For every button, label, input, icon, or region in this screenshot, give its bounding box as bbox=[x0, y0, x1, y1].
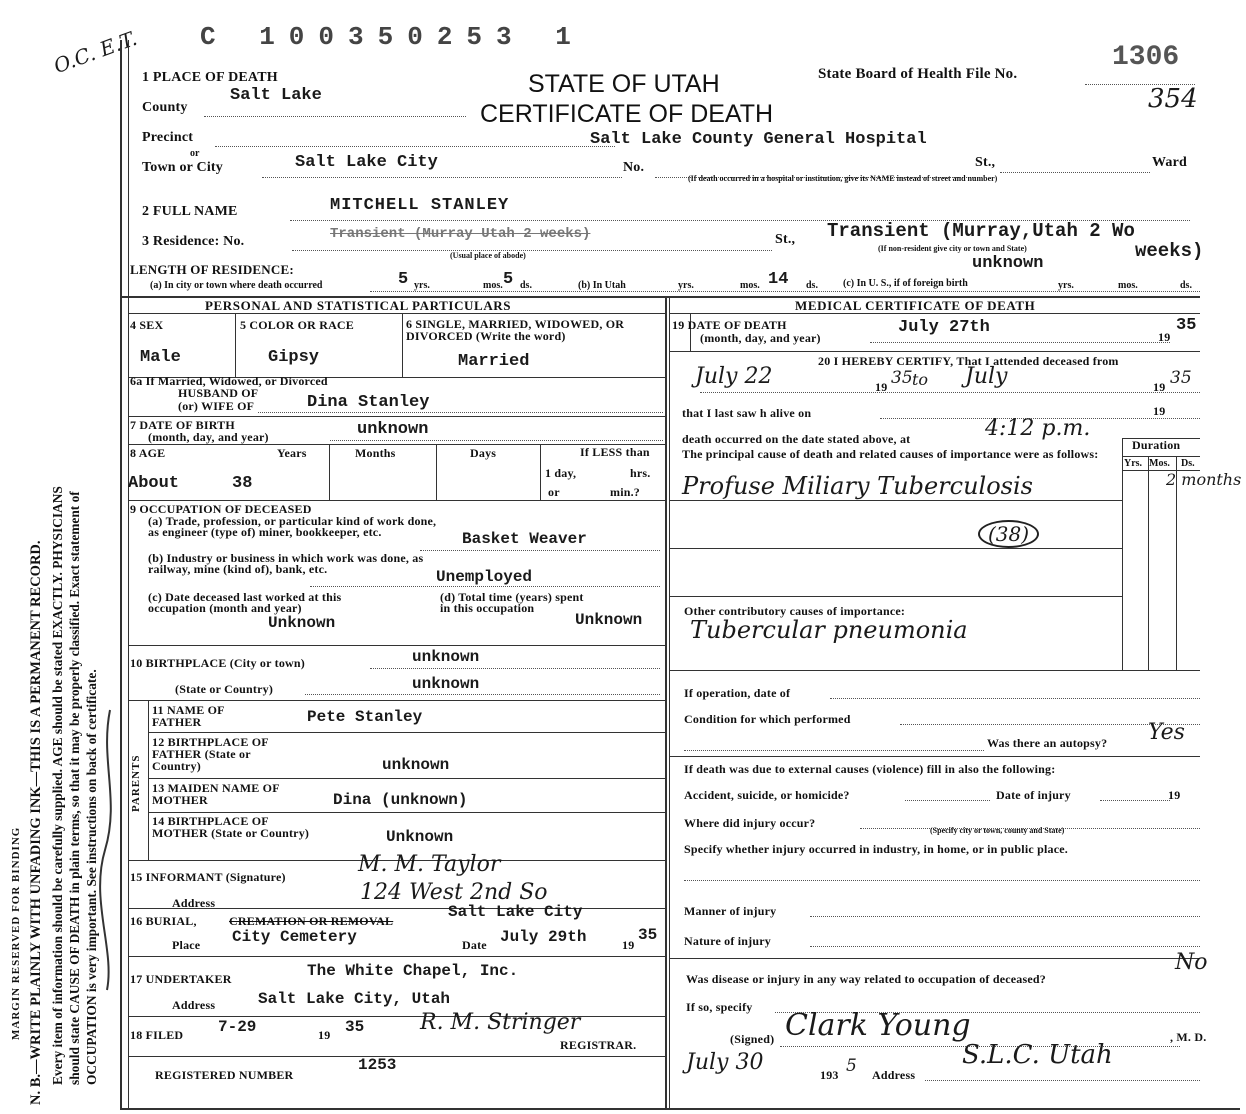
external-causes-label: If death was due to external causes (violence) fill in also the following: bbox=[684, 762, 1056, 776]
date-of-death-sub: (month, day, and year) bbox=[700, 331, 821, 345]
father-birthplace-label: 12 BIRTHPLACE OF FATHER (State or Country) bbox=[152, 735, 269, 773]
residence-label: 3 Residence: No. bbox=[142, 234, 245, 249]
marital-label: 6 SINGLE, MARRIED, WIDOWED, OR DIVORCED (Write the word) bbox=[406, 317, 625, 343]
mother-birthplace-label: 14 BIRTHPLACE OF MOTHER (State or Country) bbox=[152, 814, 310, 840]
if-so-label: If so, specify bbox=[686, 1000, 753, 1014]
undertaker-address-label: Address bbox=[172, 998, 216, 1012]
duration-days: Ds. bbox=[1181, 458, 1195, 469]
instruction-line: Every item of information should be carefully supplied. AGE should be stated EXACTLY. PHYSICIANS bbox=[50, 486, 65, 1085]
medical-header: MEDICAL CERTIFICATE OF DEATH bbox=[795, 298, 1036, 313]
year-prefix: 19 bbox=[1153, 380, 1166, 394]
parents-label: PARENTS bbox=[130, 754, 142, 812]
age-about: About bbox=[128, 474, 180, 493]
cause-duration: 2 months bbox=[1166, 470, 1242, 489]
cause-of-death: Profuse Miliary Tuberculosis bbox=[682, 472, 1033, 500]
months-label: Months bbox=[355, 446, 396, 460]
physician-address-label: Address bbox=[872, 1068, 916, 1082]
specify-injury-label: Specify whether injury occurred in industry, in home, or in public place. bbox=[684, 842, 1068, 856]
spouse-label: 6a If Married, Widowed, or Divorced bbox=[130, 374, 328, 388]
ward-label: Ward bbox=[1152, 155, 1188, 170]
length-years: 5 bbox=[398, 270, 409, 289]
informant-address: 124 West 2nd So bbox=[360, 880, 548, 905]
attended-from-year: 35 bbox=[891, 368, 913, 388]
length-residence-label: LENGTH OF RESIDENCE: bbox=[130, 262, 294, 277]
instruction-line: OCCUPATION is very important. See instructions on back of certificate. bbox=[84, 669, 99, 1085]
undertaker-label: 17 UNDERTAKER bbox=[130, 972, 232, 986]
ds-label: ds. bbox=[1180, 280, 1192, 291]
length-us-label: (c) In U. S., if of foreign birth bbox=[843, 278, 968, 289]
duration-years: Yrs. bbox=[1124, 458, 1143, 469]
residence-value-cont: weeks) bbox=[1135, 240, 1204, 262]
file-no-label: State Board of Health File No. bbox=[818, 66, 1018, 82]
corner-annotation: O.C. E.T. bbox=[50, 25, 141, 79]
informant-address-label: Address bbox=[172, 896, 216, 910]
filed-year: 35 bbox=[345, 1018, 365, 1036]
mos-label: mos. bbox=[483, 280, 503, 291]
binding-margin-note: MARGIN RESERVED FOR BINDING bbox=[10, 826, 22, 1040]
dob-label: 7 DATE OF BIRTH bbox=[130, 418, 235, 432]
mos-label: mos. bbox=[740, 280, 760, 291]
injury-date-label: Date of injury bbox=[996, 788, 1071, 802]
less-than-label: If LESS than bbox=[580, 445, 650, 459]
informant-label: 15 INFORMANT (Signature) bbox=[130, 870, 286, 884]
attended-from: July 22 bbox=[695, 364, 773, 389]
min-label: min.? bbox=[610, 485, 641, 499]
yrs-label: yrs. bbox=[414, 280, 430, 291]
contributory-cause: Tubercular pneumonia bbox=[690, 616, 968, 644]
residence-unknown: unknown bbox=[972, 254, 1044, 273]
signed-label: (Signed) bbox=[730, 1032, 775, 1046]
hospital-note: (If death occurred in a hospital or institution, give its NAME instead of street and number) bbox=[688, 174, 998, 183]
contributory-label: Other contributory causes of importance: bbox=[684, 604, 906, 618]
ink-instruction: N. B.—WRITE PLAINLY WITH UNFADING INK—THIS IS A PERMANENT RECORD. bbox=[28, 540, 44, 1105]
mother-birthplace-value: Unknown bbox=[386, 828, 454, 846]
condition-label: Condition for which performed bbox=[684, 712, 851, 726]
last-worked-value: Unknown bbox=[268, 614, 336, 632]
length-utah-days: 14 bbox=[768, 270, 789, 289]
full-name-value: MITCHELL STANLEY bbox=[330, 196, 510, 215]
occupation-related-value: No bbox=[1175, 950, 1208, 975]
date-of-death-year: 35 bbox=[1176, 316, 1197, 335]
color-value: Gipsy bbox=[268, 348, 320, 367]
cause-code: (38) bbox=[978, 520, 1039, 548]
state-title: STATE OF UTAH bbox=[528, 70, 720, 98]
place-of-death-label: 1 PLACE OF DEATH bbox=[142, 70, 278, 85]
cremation-crossed: CREMATION OR REMOVAL bbox=[229, 914, 394, 928]
birthplace-state-label: (State or Country) bbox=[175, 682, 274, 696]
filed-value: 7-29 bbox=[218, 1018, 257, 1036]
occupation-a-label: (a) Trade, profession, or particular kind of work done, as engineer (type of) miner, bookkeeper, etc. bbox=[148, 514, 437, 539]
husband-label: HUSBAND OF bbox=[178, 386, 259, 400]
filed-label: 18 FILED bbox=[130, 1028, 184, 1042]
burial-city-value: Salt Lake City bbox=[448, 903, 583, 921]
burial-year: 35 bbox=[638, 926, 658, 944]
day-label: 1 day, bbox=[545, 466, 577, 480]
mother-label: 13 MAIDEN NAME OF MOTHER bbox=[152, 781, 280, 807]
sex-label: 4 SEX bbox=[130, 318, 164, 332]
burial-year-prefix: 19 bbox=[622, 938, 635, 952]
year-prefix: 19 bbox=[1168, 788, 1181, 802]
autopsy-label: Was there an autopsy? bbox=[987, 736, 1108, 750]
years-label: Years bbox=[277, 446, 307, 460]
father-value: Pete Stanley bbox=[307, 708, 423, 726]
burial-label: 16 BURIAL, bbox=[130, 914, 197, 928]
age-label: 8 AGE bbox=[130, 446, 166, 460]
file-number-handwritten: 354 bbox=[1148, 84, 1198, 114]
nature-of-injury-label: Nature of injury bbox=[684, 934, 771, 948]
town-label: Town or City bbox=[142, 160, 223, 175]
occupation-related-label: Was disease or injury in any way related to occupation of deceased? bbox=[686, 972, 1046, 986]
undertaker-value: The White Chapel, Inc. bbox=[307, 962, 519, 980]
occupation-d-label: (d) Total time (years) spent in this occupation bbox=[440, 590, 584, 615]
length-months: 5 bbox=[503, 270, 514, 289]
town-value: Salt Lake City bbox=[295, 153, 438, 172]
industry-value: Unemployed bbox=[436, 568, 533, 586]
hrs-label: hrs. bbox=[630, 466, 651, 480]
informant-signature: M. M. Taylor bbox=[358, 852, 501, 877]
certificate-title: CERTIFICATE OF DEATH bbox=[480, 100, 774, 128]
attended-to: July bbox=[965, 364, 1008, 389]
year-prefix: 193 bbox=[820, 1068, 839, 1082]
yrs-label: yrs. bbox=[678, 280, 694, 291]
county-label: County bbox=[142, 100, 188, 115]
residence-value: Transient (Murray,Utah 2 Wo bbox=[827, 220, 1135, 242]
father-birthplace-value: unknown bbox=[382, 756, 450, 774]
institution-value: Salt Lake County General Hospital bbox=[590, 130, 927, 149]
ds-label: ds. bbox=[520, 280, 532, 291]
days-label: Days bbox=[470, 446, 497, 460]
total-time-value: Unknown bbox=[575, 611, 643, 629]
birthplace-state-value: unknown bbox=[412, 675, 480, 693]
burial-place-label: Place bbox=[172, 938, 201, 952]
filed-year-prefix: 19 bbox=[318, 1028, 331, 1042]
mother-value: Dina (unknown) bbox=[333, 791, 468, 809]
autopsy-value: Yes bbox=[1148, 720, 1185, 745]
or-label: or bbox=[548, 485, 560, 499]
yrs-label: yrs. bbox=[1058, 280, 1074, 291]
physician-signature: Clark Young bbox=[785, 1008, 971, 1043]
no-label: No. bbox=[623, 160, 645, 175]
duration-months: Mos. bbox=[1149, 458, 1170, 469]
year-prefix: 19 bbox=[1153, 404, 1166, 418]
occupation-label: 9 OCCUPATION OF DECEASED bbox=[130, 502, 312, 516]
occupation-b-label: (b) Industry or business in which work was done, as railway, mine (kind of), bank, etc. bbox=[148, 551, 424, 576]
last-saw-label: that I last saw h alive on bbox=[682, 406, 812, 420]
manner-of-injury-label: Manner of injury bbox=[684, 904, 777, 918]
death-occurred-label: death occurred on the date stated above, at bbox=[682, 432, 911, 446]
registered-number: 1253 bbox=[358, 1056, 397, 1074]
burial-date-value: July 29th bbox=[500, 928, 587, 946]
county-value: Salt Lake bbox=[230, 86, 322, 105]
md-label: , M. D. bbox=[1170, 1030, 1207, 1044]
birthplace-city-value: unknown bbox=[412, 648, 480, 666]
signed-year: 5 bbox=[846, 1056, 857, 1076]
age-years-value: 38 bbox=[232, 474, 253, 493]
certify-label: 20 I HEREBY CERTIFY, That I attended deceased from bbox=[818, 354, 1119, 368]
ds-label: ds. bbox=[806, 280, 818, 291]
duration-label: Duration bbox=[1132, 438, 1181, 452]
residence-st-label: St., bbox=[775, 232, 796, 247]
burial-place-value: City Cemetery bbox=[232, 928, 357, 946]
usual-abode-note: (Usual place of abode) bbox=[450, 251, 526, 260]
nonresident-note: (If non-resident give city or town and State) bbox=[878, 244, 1027, 253]
serial-number: C 100350253 1 bbox=[200, 22, 585, 52]
accident-label: Accident, suicide, or homicide? bbox=[684, 788, 850, 802]
length-utah-label: (b) In Utah bbox=[578, 280, 626, 291]
date-of-death-label: 19 DATE OF DEATH bbox=[672, 318, 787, 332]
precinct-label: Precinct bbox=[142, 130, 194, 145]
length-city-label: (a) In city or town where death occurred bbox=[150, 280, 323, 291]
st-label: St., bbox=[975, 155, 996, 170]
registered-number-label: REGISTERED NUMBER bbox=[155, 1068, 294, 1082]
occupation-c-label: (c) Date deceased last worked at this occupation (month and year) bbox=[148, 590, 342, 615]
wife-label: (or) WIFE OF bbox=[178, 399, 255, 413]
attended-to-year: 35 bbox=[1170, 368, 1192, 388]
physician-address: S.L.C. Utah bbox=[962, 1040, 1113, 1070]
birthplace-label: 10 BIRTHPLACE (City or town) bbox=[130, 656, 305, 670]
cause-label: The principal cause of death and related causes of importance were as follows: bbox=[682, 447, 1099, 461]
where-injury-label: Where did injury occur? bbox=[684, 816, 816, 830]
marital-value: Married bbox=[458, 352, 530, 371]
or-label: or bbox=[190, 148, 200, 159]
mos-label: mos. bbox=[1118, 280, 1138, 291]
residence-crossed: Transient (Murray Utah 2 weeks) bbox=[330, 226, 591, 242]
signed-date: July 30 bbox=[686, 1050, 764, 1075]
father-label: 11 NAME OF FATHER bbox=[152, 703, 225, 729]
undertaker-address-value: Salt Lake City, Utah bbox=[258, 990, 451, 1008]
spouse-value: Dina Stanley bbox=[307, 393, 430, 412]
to-label: to bbox=[912, 370, 929, 389]
registrar-signature: R. M. Stringer bbox=[420, 1010, 581, 1035]
time-of-death: 4:12 p.m. bbox=[985, 416, 1091, 441]
registrar-label: REGISTRAR. bbox=[560, 1038, 637, 1052]
dob-value: unknown bbox=[357, 420, 429, 439]
dod-year-prefix: 19 bbox=[1158, 330, 1171, 344]
year-prefix: 19 bbox=[875, 380, 888, 394]
burial-date-label: Date bbox=[462, 938, 487, 952]
where-injury-note: (Specify city or town, county and State) bbox=[930, 826, 1065, 835]
occupation-value: Basket Weaver bbox=[462, 530, 587, 548]
dob-sub-label: (month, day, and year) bbox=[148, 430, 269, 444]
date-of-death-value: July 27th bbox=[898, 318, 990, 337]
sex-value: Male bbox=[140, 348, 181, 367]
full-name-label: 2 FULL NAME bbox=[142, 204, 238, 219]
file-number: 1306 bbox=[1112, 42, 1180, 73]
personal-header: PERSONAL AND STATISTICAL PARTICULARS bbox=[205, 298, 512, 313]
operation-label: If operation, date of bbox=[684, 686, 791, 700]
instruction-line: should state CAUSE OF DEATH in plain terms, so that it may be properly classified. Exact statement of bbox=[67, 491, 82, 1085]
color-label: 5 COLOR OR RACE bbox=[240, 318, 355, 332]
